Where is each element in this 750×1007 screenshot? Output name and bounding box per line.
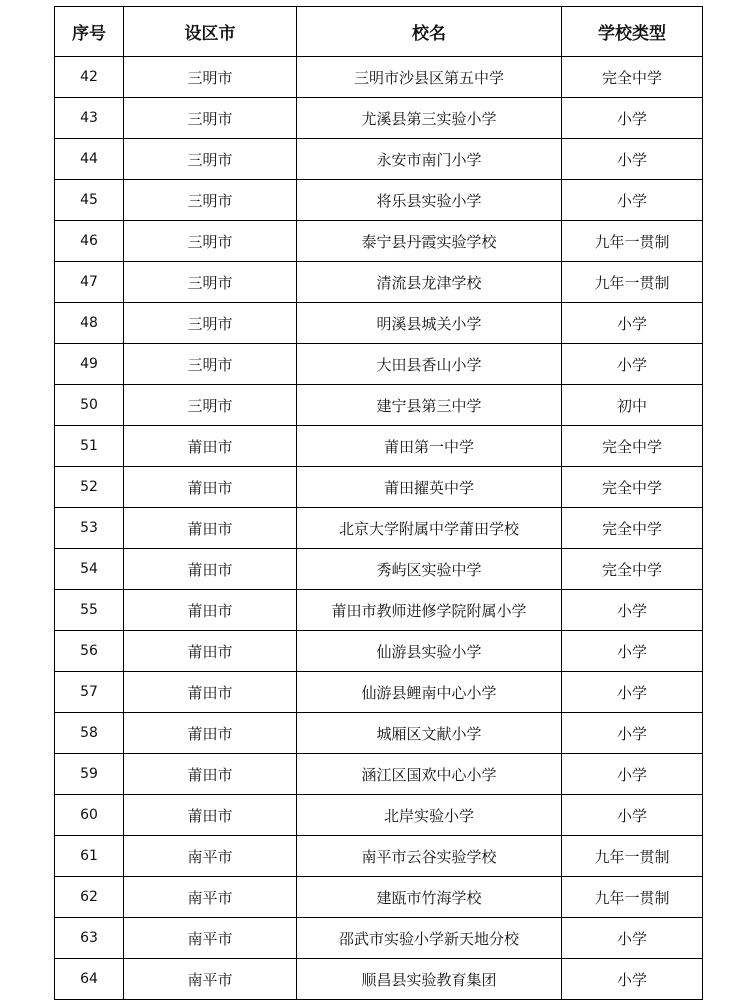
cell-city: 莆田市 (124, 754, 297, 795)
table-row (55, 385, 703, 426)
cell-city: 莆田市 (124, 590, 297, 631)
table-header (55, 7, 703, 57)
cell-school-type: 完全中学 (562, 57, 703, 98)
cell-school-type: 小学 (562, 303, 703, 344)
cell-school-name: 仙游县鲤南中心小学 (297, 672, 562, 713)
cell-school-type: 九年一贯制 (562, 877, 703, 918)
cell-city: 三明市 (124, 139, 297, 180)
cell-city: 莆田市 (124, 631, 297, 672)
table-row (55, 180, 703, 221)
cell-school-type: 初中 (562, 385, 703, 426)
table-row (55, 426, 703, 467)
cell-school-type: 小学 (562, 344, 703, 385)
cell-city: 三明市 (124, 221, 297, 262)
cell-index: 60 (55, 795, 124, 836)
table-row (55, 303, 703, 344)
table-row (55, 631, 703, 672)
table-row (55, 918, 703, 959)
cell-school-type: 小学 (562, 713, 703, 754)
cell-index: 61 (55, 836, 124, 877)
cell-school-type: 小学 (562, 795, 703, 836)
cell-city: 三明市 (124, 344, 297, 385)
cell-city: 三明市 (124, 57, 297, 98)
cell-school-name: 将乐县实验小学 (297, 180, 562, 221)
table-row (55, 836, 703, 877)
cell-school-type: 小学 (562, 139, 703, 180)
cell-school-name: 秀屿区实验中学 (297, 549, 562, 590)
cell-index: 56 (55, 631, 124, 672)
cell-school-type: 小学 (562, 631, 703, 672)
cell-school-name: 大田县香山小学 (297, 344, 562, 385)
cell-city: 莆田市 (124, 467, 297, 508)
table-row (55, 877, 703, 918)
cell-school-name: 涵江区国欢中心小学 (297, 754, 562, 795)
cell-index: 55 (55, 590, 124, 631)
cell-city: 莆田市 (124, 508, 297, 549)
cell-index: 51 (55, 426, 124, 467)
cell-city: 南平市 (124, 877, 297, 918)
school-list-table (54, 6, 703, 1000)
cell-index: 54 (55, 549, 124, 590)
cell-city: 三明市 (124, 98, 297, 139)
cell-index: 44 (55, 139, 124, 180)
cell-school-type: 九年一贯制 (562, 262, 703, 303)
header-school-type: 学校类型 (562, 7, 703, 57)
cell-school-name: 莆田市教师进修学院附属小学 (297, 590, 562, 631)
cell-school-type: 小学 (562, 918, 703, 959)
cell-index: 50 (55, 385, 124, 426)
table-row (55, 344, 703, 385)
cell-index: 48 (55, 303, 124, 344)
cell-school-name: 三明市沙县区第五中学 (297, 57, 562, 98)
cell-school-name: 永安市南门小学 (297, 139, 562, 180)
cell-school-name: 北京大学附属中学莆田学校 (297, 508, 562, 549)
header-row (55, 7, 703, 57)
cell-city: 莆田市 (124, 795, 297, 836)
table-row (55, 713, 703, 754)
header-city: 设区市 (124, 7, 297, 57)
cell-school-type: 九年一贯制 (562, 836, 703, 877)
cell-school-name: 尤溪县第三实验小学 (297, 98, 562, 139)
cell-index: 64 (55, 959, 124, 1000)
cell-school-name: 邵武市实验小学新天地分校 (297, 918, 562, 959)
table-row (55, 221, 703, 262)
table-row (55, 590, 703, 631)
cell-school-name: 仙游县实验小学 (297, 631, 562, 672)
cell-index: 52 (55, 467, 124, 508)
cell-school-type: 小学 (562, 672, 703, 713)
cell-city: 莆田市 (124, 549, 297, 590)
cell-school-type: 完全中学 (562, 426, 703, 467)
table-body (55, 57, 703, 1000)
cell-school-name: 顺昌县实验教育集团 (297, 959, 562, 1000)
table-row (55, 98, 703, 139)
cell-index: 45 (55, 180, 124, 221)
cell-school-type: 完全中学 (562, 549, 703, 590)
table-row (55, 467, 703, 508)
cell-school-type: 完全中学 (562, 508, 703, 549)
cell-school-type: 小学 (562, 180, 703, 221)
table-row (55, 57, 703, 98)
cell-index: 49 (55, 344, 124, 385)
table-row (55, 795, 703, 836)
header-index: 序号 (55, 7, 124, 57)
table-row (55, 959, 703, 1000)
cell-index: 43 (55, 98, 124, 139)
cell-school-type: 小学 (562, 590, 703, 631)
cell-city: 莆田市 (124, 672, 297, 713)
cell-index: 62 (55, 877, 124, 918)
cell-school-type: 小学 (562, 754, 703, 795)
cell-school-name: 泰宁县丹霞实验学校 (297, 221, 562, 262)
cell-school-type: 完全中学 (562, 467, 703, 508)
cell-index: 53 (55, 508, 124, 549)
cell-index: 47 (55, 262, 124, 303)
cell-school-type: 小学 (562, 959, 703, 1000)
cell-index: 63 (55, 918, 124, 959)
cell-school-name: 清流县龙津学校 (297, 262, 562, 303)
cell-school-name: 北岸实验小学 (297, 795, 562, 836)
cell-index: 46 (55, 221, 124, 262)
table-row (55, 508, 703, 549)
cell-school-type: 九年一贯制 (562, 221, 703, 262)
cell-index: 59 (55, 754, 124, 795)
cell-school-name: 明溪县城关小学 (297, 303, 562, 344)
cell-school-name: 城厢区文献小学 (297, 713, 562, 754)
cell-index: 58 (55, 713, 124, 754)
cell-school-name: 南平市云谷实验学校 (297, 836, 562, 877)
cell-city: 南平市 (124, 836, 297, 877)
cell-city: 三明市 (124, 303, 297, 344)
cell-index: 42 (55, 57, 124, 98)
cell-school-name: 莆田第一中学 (297, 426, 562, 467)
table-row (55, 262, 703, 303)
cell-city: 南平市 (124, 918, 297, 959)
cell-city: 三明市 (124, 180, 297, 221)
header-school-name: 校名 (297, 7, 562, 57)
cell-city: 三明市 (124, 385, 297, 426)
cell-city: 莆田市 (124, 713, 297, 754)
cell-school-type: 小学 (562, 98, 703, 139)
cell-city: 三明市 (124, 262, 297, 303)
cell-city: 南平市 (124, 959, 297, 1000)
cell-index: 57 (55, 672, 124, 713)
table-row (55, 549, 703, 590)
cell-school-name: 建宁县第三中学 (297, 385, 562, 426)
cell-school-name: 建瓯市竹海学校 (297, 877, 562, 918)
cell-school-name: 莆田擢英中学 (297, 467, 562, 508)
table-row (55, 139, 703, 180)
table-row (55, 754, 703, 795)
table-row (55, 672, 703, 713)
cell-city: 莆田市 (124, 426, 297, 467)
